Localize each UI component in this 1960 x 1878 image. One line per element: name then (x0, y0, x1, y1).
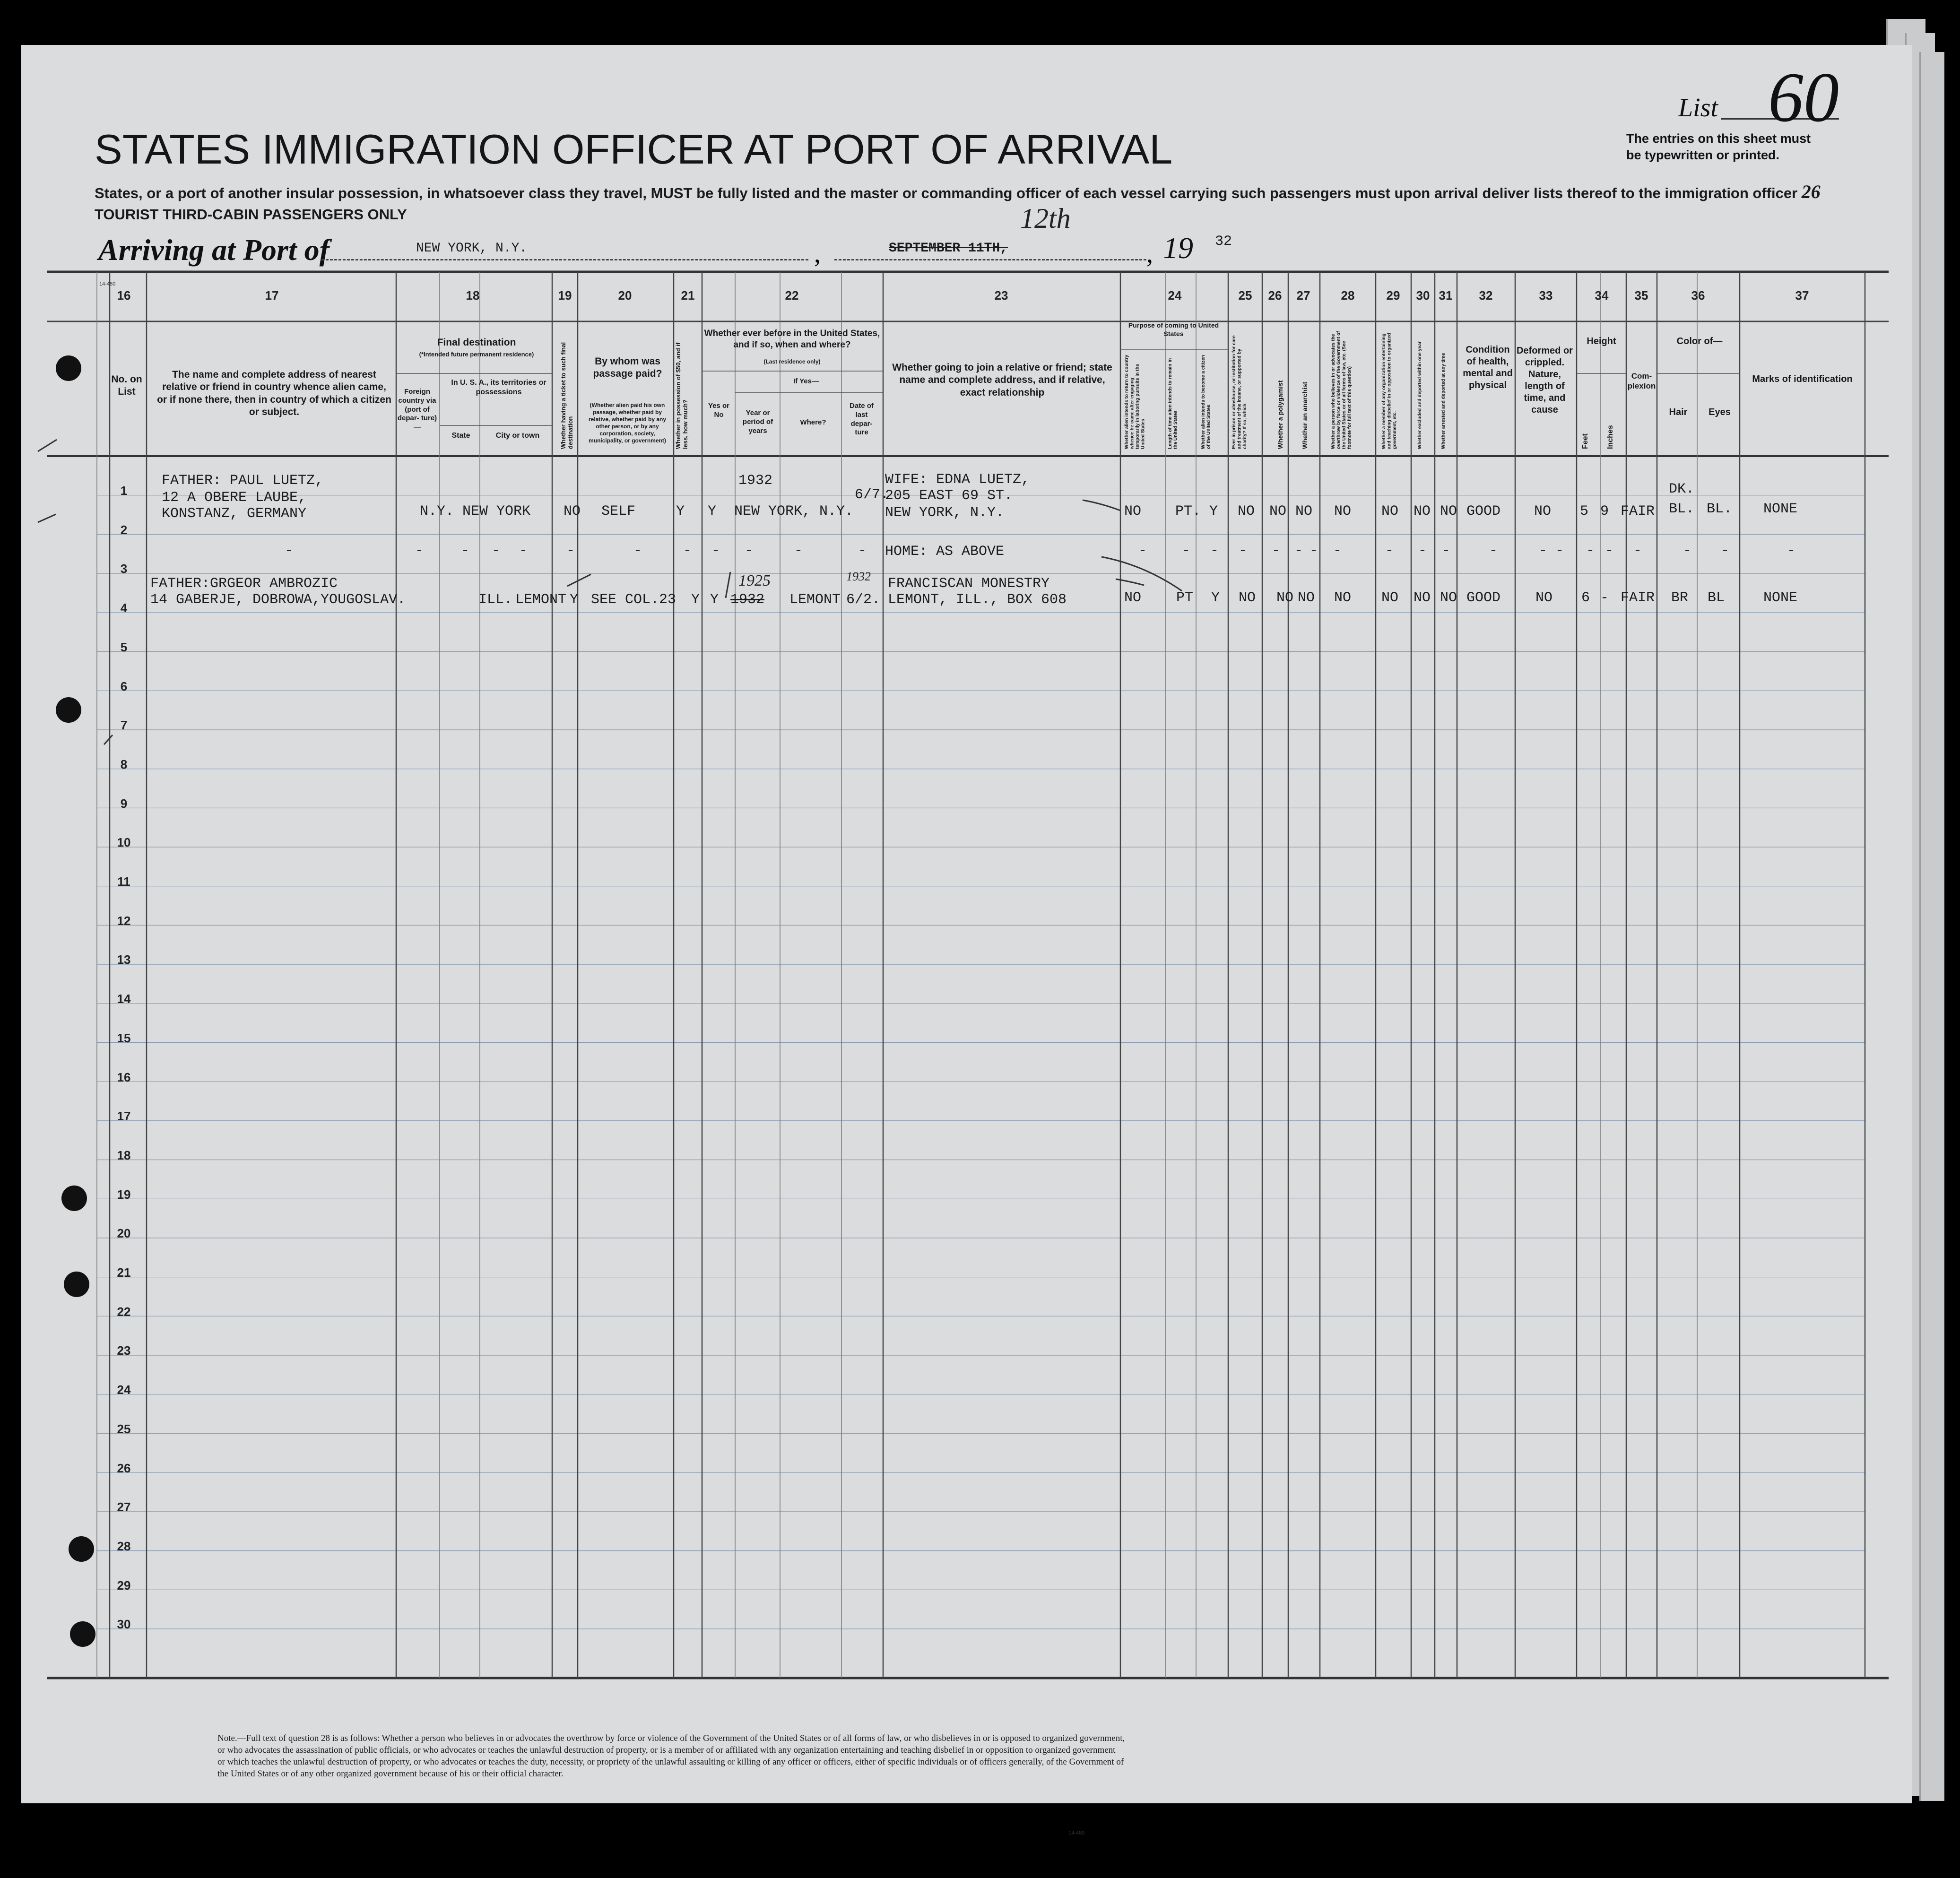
row2-ditto-dash: - (415, 543, 424, 559)
header-ticket: Whether having a ticket to such final destination (560, 342, 574, 449)
row1-year: 1932 (738, 473, 773, 489)
row1-marks: NONE (1763, 501, 1798, 517)
row3-feet: 6 (1581, 590, 1590, 606)
row1-c25: NO (1238, 503, 1255, 519)
column-number-37: 37 (1795, 288, 1809, 303)
row2-ditto-dash: - (858, 543, 867, 559)
column-number-29: 29 (1386, 288, 1400, 303)
row2-ditto-dash: - (711, 543, 720, 559)
row1-hair-line2: BL. (1669, 501, 1695, 517)
header-c29: Whether a member of any organization entertaining and teaching disbelief in or opposition to organized government, etc. (1381, 333, 1397, 449)
row3-purpose-a: NO (1124, 590, 1142, 606)
row2-ditto-dash: - (1787, 543, 1796, 559)
row3-hair: BR (1671, 590, 1689, 606)
row1-c29: NO (1381, 503, 1399, 519)
row-number-12: 12 (117, 913, 131, 928)
row-number-4: 4 (120, 601, 128, 615)
column-number-20: 20 (618, 288, 632, 303)
column-number-25: 25 (1238, 288, 1252, 303)
row2-ditto-dash: - (1489, 543, 1498, 559)
header-passage: By whom was passage paid? (593, 356, 662, 380)
row-number-1: 1 (120, 484, 128, 498)
row3-date-departure: 6/2. (846, 592, 881, 608)
list-number: 60 (1768, 58, 1839, 137)
row3-complexion: FAIR (1621, 590, 1655, 606)
header-final-destination: Final destination (437, 337, 516, 348)
header-feet: Feet (1581, 433, 1589, 449)
row2-ditto-dash: - (1721, 543, 1730, 559)
header-height: Height (1587, 336, 1616, 346)
row-number-22: 22 (117, 1304, 131, 1319)
header-c27: Whether an anarchist (1301, 381, 1309, 449)
row1-before: Y (708, 503, 717, 519)
row1-ticket: NO (564, 503, 581, 519)
column-number-21: 21 (681, 288, 695, 303)
class-note: TOURIST THIRD-CABIN PASSENGERS ONLY (95, 206, 407, 223)
row3-passage: SEE COL.23 (591, 592, 676, 608)
row-number-17: 17 (117, 1109, 131, 1124)
header-usa: In U. S. A., its territories or possessions (451, 379, 546, 396)
row2-ditto-dash: - (1442, 543, 1451, 559)
header-inches: Inches (1606, 425, 1614, 449)
row3-c25: NO (1239, 590, 1256, 606)
row2-ditto-dash: - (1605, 543, 1614, 559)
header-foreign-country: Foreign country via (port of depar- ture)— (397, 388, 437, 431)
row3-health: GOOD (1466, 590, 1501, 606)
row3-date-handwritten: 1932 (846, 570, 871, 583)
row2-ditto-dash: - (1385, 543, 1394, 559)
header-ever-before: Whether ever before in the United States, and if so, when and where? (704, 329, 880, 350)
header-city: City or town (495, 432, 540, 440)
row2-ditto-dash: - (1182, 543, 1191, 559)
column-number-34: 34 (1595, 288, 1609, 303)
row1-purpose-a: NO (1124, 503, 1142, 519)
row2-ditto-dash: - (285, 543, 294, 559)
entries-note-1: The entries on this sheet must (1626, 131, 1811, 146)
row-number-2: 2 (120, 522, 128, 537)
row1-where: NEW YORK, N.Y. (734, 503, 854, 519)
year-suffix: 32 (1215, 234, 1232, 250)
header-marks: Marks of identification (1752, 374, 1853, 384)
row1-deformed: NO (1534, 503, 1552, 519)
row1-health: GOOD (1466, 503, 1501, 519)
column-number-19: 19 (558, 288, 572, 303)
row3-c30: NO (1414, 590, 1431, 606)
instruction-mark: 26 (1801, 181, 1821, 202)
row1-passage: SELF (601, 503, 636, 519)
row2-joining: HOME: AS ABOVE (885, 544, 1005, 560)
row2-ditto-dash: - (794, 543, 803, 559)
column-number-36: 36 (1691, 288, 1705, 303)
column-number-32: 32 (1479, 288, 1493, 303)
column-number-16: 16 (117, 288, 131, 303)
port-value: NEW YORK, N.Y. (416, 241, 528, 256)
column-number-23: 23 (994, 288, 1008, 303)
footnote-question-28: Note.—Full text of question 28 is as follows: Whether a person who believes in or advocates the overthrow by force or violence of the Government of the United States or of all forms of law, or who disbelieves in or is opposed to organized government, or who advocates the assassination of public officials, or who advocates or teaches the unlawful destruction of property, or is a member of or affiliated with any organization entertaining and teaching disbelief in or opposition to organized government or which teaches the unlawful destruction of property, or who advocates or teaches the duty, necessity, or propriety of the unlawful assaulting or killing of any officer or officers, either of specific individuals or of officers generally, of the Government of the United States or of any other organized government because of his or their official character. (217, 1733, 1125, 1779)
header-relative: The name and complete address of nearest relative or friend in country whence alien came, or if none there, then in country of which a citizen or subject. (157, 369, 391, 417)
row2-ditto-dash: - (492, 543, 501, 559)
header-date-last-departure: Date of last depar- ture (850, 402, 874, 437)
row1-complexion: FAIR (1621, 503, 1655, 519)
row1-state: N.Y. (420, 503, 454, 519)
header-color-of: Color of— (1676, 336, 1723, 346)
header-c25: Ever in prison or almshouse, or institution for care and treatment of the insane, or supported by charity? If so, which (1232, 335, 1248, 449)
row-number-10: 10 (117, 835, 131, 850)
row2-ditto-dash: - (1239, 543, 1248, 559)
row1-c28: NO (1334, 503, 1352, 519)
row2-ditto-dash: - (1333, 543, 1342, 559)
arriving-label: Arriving at Port of (98, 233, 330, 267)
row-number-24: 24 (117, 1383, 131, 1397)
column-number-30: 30 (1416, 288, 1430, 303)
header-hair: Hair (1669, 407, 1688, 417)
row-number-16: 16 (117, 1070, 131, 1084)
row2-ditto-dash: - (1539, 543, 1548, 559)
row-number-5: 5 (120, 640, 128, 654)
row-number-20: 20 (117, 1226, 131, 1241)
row1-joining-line2: 205 EAST 69 ST. (885, 488, 1013, 504)
row-number-26: 26 (117, 1461, 131, 1475)
instruction-text: States, or a port of another insular possession, in whatsoever class they travel, MUST be fully listed and the master or commanding officer of each vessel carrying such passengers must upon arrival deliver lists thereof to the immigration officer (95, 185, 1798, 201)
column-number-22: 22 (785, 288, 799, 303)
header-if-yes: If Yes— (793, 377, 819, 385)
header-c33: Deformed or crippled. Nature, length of time, and cause (1517, 346, 1573, 415)
row-number-19: 19 (117, 1187, 131, 1202)
date-handwritten: 12th (1020, 203, 1071, 234)
row2-ditto-dash: - (633, 543, 642, 559)
form-code: 14-480 (99, 281, 116, 287)
page-title: STATES IMMIGRATION OFFICER AT PORT OF ARRIVAL (95, 126, 1173, 173)
row3-where: LEMONT (789, 592, 841, 608)
row1-c26: NO (1269, 503, 1287, 519)
year-prefix: 19 (1163, 231, 1193, 265)
header-purpose: Purpose of coming to United States (1128, 321, 1219, 338)
row3-purpose-b: PT (1176, 590, 1194, 606)
row-number-25: 25 (117, 1421, 131, 1436)
row1-c30: NO (1414, 503, 1431, 519)
row2-ditto-dash: - (1586, 543, 1595, 559)
row3-relative-line2: 14 GABERJE, DOBROWA,YOUGOSLAV. (150, 592, 406, 608)
row1-c31: NO (1440, 503, 1457, 519)
comma: , (1146, 239, 1153, 268)
column-number-27: 27 (1296, 288, 1310, 303)
header-c30: Whether excluded and deported within one year (1417, 341, 1422, 449)
header-c26: Whether a polygamist (1276, 380, 1284, 449)
header-c28: Whether a person who believes in or advocates the overthrow by force or violence of the Government of the United States or of all forms of law, etc. (See footnote for full text of this question) (1331, 331, 1353, 449)
row-number-29: 29 (117, 1578, 131, 1592)
row2-ditto-dash: - (1294, 543, 1303, 559)
row1-eyes: BL. (1707, 501, 1733, 517)
row1-inches: 9 (1600, 503, 1609, 519)
list-label: List (1678, 93, 1718, 122)
row2-ditto-dash: - (1310, 543, 1318, 559)
header-year-period: Year or period of years (742, 409, 773, 435)
footnote-code: 14-480 (1068, 1830, 1085, 1836)
row-number-7: 7 (120, 718, 128, 733)
row3-relative-line1: FATHER:GRGEOR AMBROZIC (150, 576, 338, 592)
row-number-14: 14 (117, 992, 131, 1006)
row1-money: Y (676, 503, 685, 519)
row1-purpose-b: PT. (1175, 503, 1201, 519)
column-number-28: 28 (1341, 288, 1355, 303)
header-passage-sub: (Whether alien paid his own passage, whether paid by relative, whether paid by any other person, or by any corporation, society, municipality, or government) (588, 402, 667, 444)
entries-note-2: be typewritten or printed. (1626, 148, 1780, 162)
header-where: Where? (800, 418, 826, 426)
row3-c28: NO (1334, 590, 1352, 606)
row3-deformed: NO (1535, 590, 1553, 606)
column-number-18: 18 (466, 288, 480, 303)
row-number-18: 18 (117, 1148, 131, 1162)
row3-before: Y (710, 592, 719, 608)
row2-ditto-dash: - (1418, 543, 1427, 559)
row3-money: Y (691, 592, 700, 608)
row2-ditto-dash: - (1138, 543, 1147, 559)
row-number-13: 13 (117, 952, 131, 967)
row2-ditto-dash: - (1555, 543, 1564, 559)
row2-ditto-dash: - (683, 543, 692, 559)
column-number-33: 33 (1539, 288, 1553, 303)
row1-city: NEW YORK (462, 503, 531, 519)
row1-relative-line3: KONSTANZ, GERMANY (162, 506, 307, 522)
row2-ditto-dash: - (1683, 543, 1692, 559)
header-final-destination-sub: (*Intended future permanent residence) (419, 351, 534, 358)
row3-eyes: BL (1708, 590, 1725, 606)
row1-purpose-c: Y (1209, 503, 1218, 519)
header-complexion: Com- plexion (1627, 372, 1656, 391)
header-money: Whether in possession of $50, and if less, how much? (675, 342, 689, 449)
row1-date-departure: 6/7. (855, 487, 889, 503)
row1-hair-line1: DK. (1669, 481, 1695, 497)
row3-year-typed: 1932 (730, 592, 765, 608)
column-number-26: 26 (1268, 288, 1282, 303)
column-number-35: 35 (1634, 288, 1648, 303)
row3-purpose-c: Y (1211, 590, 1220, 606)
row2-ditto-dash: - (519, 543, 528, 559)
header-no-on-list: No. on List (111, 374, 142, 398)
row-number-3: 3 (120, 562, 128, 576)
row2-ditto-dash: - (1210, 543, 1219, 559)
row-number-28: 28 (117, 1539, 131, 1553)
header-c31: Whether arrested and deported at any time (1441, 353, 1446, 449)
row1-relative-line2: 12 A OBERE LAUBE, (162, 490, 307, 506)
row3-c29: NO (1381, 590, 1399, 606)
column-number-31: 31 (1439, 288, 1453, 303)
column-number-17: 17 (265, 288, 279, 303)
row3-ticket: Y (570, 592, 579, 608)
header-eyes: Eyes (1708, 407, 1731, 417)
row2-ditto-dash: - (1633, 543, 1642, 559)
row1-joining-line3: NEW YORK, N.Y. (885, 505, 1005, 521)
column-number-24: 24 (1168, 288, 1182, 303)
row1-joining-line1: WIFE: EDNA LUETZ, (885, 472, 1030, 488)
header-purpose-c: Whether alien intends to become a citizen of the United States (1201, 355, 1212, 449)
row1-relative-line1: FATHER: PAUL LUETZ, (162, 473, 324, 489)
row-number-6: 6 (120, 679, 128, 693)
row3-joining-line1: FRANCISCAN MONESTRY (888, 576, 1050, 592)
date-typed: SEPTEMBER 11TH, (889, 241, 1008, 256)
row-number-9: 9 (120, 796, 128, 811)
header-joining: Whether going to join a relative or friend; state name and complete address, and if relative, exact relationship (892, 362, 1112, 398)
row3-c27: NO (1298, 590, 1315, 606)
row3-year-handwritten: 1925 (738, 572, 771, 589)
comma: , (814, 239, 821, 268)
row-number-27: 27 (117, 1500, 131, 1515)
row-number-21: 21 (117, 1265, 131, 1280)
header-c32: Condition of health, mental and physical (1463, 345, 1513, 390)
row3-inches: - (1600, 590, 1609, 606)
row3-joining-line2: LEMONT, ILL., BOX 608 (888, 592, 1067, 608)
row1-feet: 5 (1580, 503, 1589, 519)
row3-marks: NONE (1763, 590, 1798, 606)
row2-ditto-dash: - (1272, 543, 1281, 559)
header-yes-no: Yes or No (708, 402, 730, 419)
row2-ditto-dash: - (461, 543, 470, 559)
header-purpose-b: Length of time alien intends to remain in the United States (1168, 358, 1179, 449)
row-number-30: 30 (117, 1617, 131, 1632)
header-purpose-a: Whether alien intends to return to country whence he came after engaging temporarily in laboring pursuits in the United States (1124, 355, 1146, 449)
header-last-residence: (Last residence only) (763, 358, 821, 365)
row-number-11: 11 (117, 874, 130, 889)
row3-c31: NO (1440, 590, 1457, 606)
row2-ditto-dash: - (566, 543, 575, 559)
row1-c27: NO (1295, 503, 1313, 519)
row-number-15: 15 (117, 1030, 131, 1045)
row-number-23: 23 (117, 1343, 131, 1358)
header-state: State (451, 432, 470, 440)
row-number-8: 8 (120, 757, 128, 771)
row3-city: LEMONT (515, 592, 567, 608)
row2-ditto-dash: - (745, 543, 754, 559)
row3-c26: NO (1276, 590, 1294, 606)
row3-state: ILL. (478, 592, 513, 608)
